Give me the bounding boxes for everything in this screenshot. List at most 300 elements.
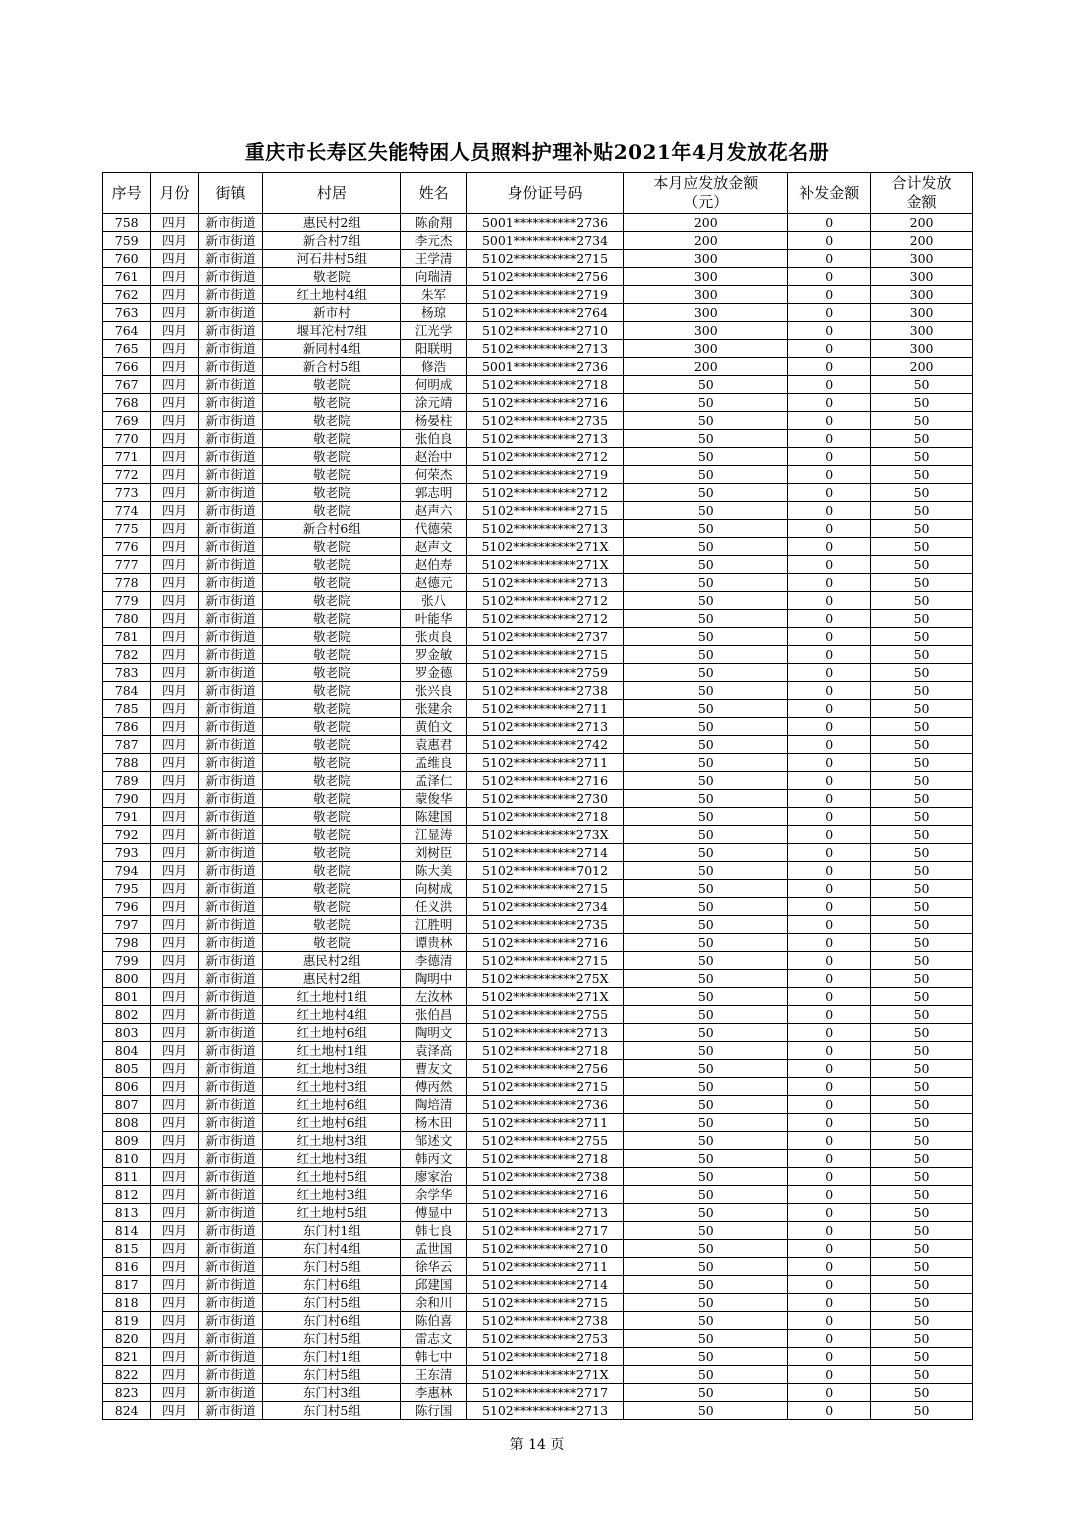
cell-name: 韩丙文 [401,1150,467,1168]
cell-village: 红土地村3组 [263,1150,401,1168]
cell-name: 修浩 [401,358,467,376]
cell-month: 四月 [151,358,198,376]
cell-id-number: 5102**********2719 [466,466,623,484]
cell-id-number: 5102**********2738 [466,682,623,700]
cell-seq: 810 [103,1150,151,1168]
cell-month: 四月 [151,1168,198,1186]
cell-village: 红土地村5组 [263,1204,401,1222]
cell-seq: 772 [103,466,151,484]
cell-id-number: 5102**********2712 [466,592,623,610]
cell-reissue-amount: 0 [788,1240,871,1258]
cell-reissue-amount: 0 [788,682,871,700]
table-row [103,358,973,376]
cell-street: 新市街道 [198,574,263,592]
cell-total-amount: 200 [871,232,973,250]
cell-amount-due: 200 [624,232,788,250]
table-row [103,970,973,988]
cell-total-amount: 50 [871,1222,973,1240]
cell-id-number: 5102**********2710 [466,1240,623,1258]
cell-street: 新市街道 [198,286,263,304]
cell-total-amount: 50 [871,592,973,610]
cell-amount-due: 300 [624,268,788,286]
cell-amount-due: 50 [624,1258,788,1276]
table-row [103,1366,973,1384]
cell-reissue-amount: 0 [788,1042,871,1060]
cell-village: 敬老院 [263,682,401,700]
cell-id-number: 5102**********2718 [466,1150,623,1168]
cell-seq: 783 [103,664,151,682]
cell-month: 四月 [151,412,198,430]
cell-street: 新市街道 [198,1114,263,1132]
cell-reissue-amount: 0 [788,430,871,448]
cell-street: 新市街道 [198,1006,263,1024]
cell-reissue-amount: 0 [788,1186,871,1204]
cell-name: 邱建国 [401,1276,467,1294]
cell-name: 张建余 [401,700,467,718]
cell-total-amount: 300 [871,304,973,322]
cell-name: 赵声文 [401,538,467,556]
cell-village: 敬老院 [263,430,401,448]
cell-name: 傅显中 [401,1204,467,1222]
cell-reissue-amount: 0 [788,448,871,466]
cell-amount-due: 50 [624,916,788,934]
table-row [103,844,973,862]
cell-id-number: 5102**********2735 [466,412,623,430]
table-row [103,790,973,808]
cell-id-number: 5102**********2716 [466,934,623,952]
cell-amount-due: 50 [624,682,788,700]
table-row [103,934,973,952]
cell-street: 新市街道 [198,484,263,502]
cell-id-number: 5102**********2734 [466,898,623,916]
cell-street: 新市街道 [198,880,263,898]
cell-total-amount: 50 [871,1096,973,1114]
cell-total-amount: 50 [871,376,973,394]
cell-total-amount: 50 [871,1114,973,1132]
cell-id-number: 5102**********2714 [466,844,623,862]
table-row [103,808,973,826]
table-row [103,286,973,304]
cell-seq: 790 [103,790,151,808]
cell-amount-due: 50 [624,1294,788,1312]
table-row [103,1006,973,1024]
cell-seq: 798 [103,934,151,952]
cell-id-number: 5102**********2713 [466,1204,623,1222]
cell-street: 新市街道 [198,466,263,484]
cell-name: 陈俞翔 [401,214,467,232]
cell-seq: 799 [103,952,151,970]
cell-seq: 823 [103,1384,151,1402]
cell-amount-due: 50 [624,1384,788,1402]
cell-month: 四月 [151,232,198,250]
cell-reissue-amount: 0 [788,718,871,736]
cell-village: 敬老院 [263,898,401,916]
cell-seq: 813 [103,1204,151,1222]
cell-village: 堰耳沱村7组 [263,322,401,340]
cell-reissue-amount: 0 [788,250,871,268]
col-header-amount-due: 本月应发放金额 （元） [624,173,788,214]
cell-village: 东门村1组 [263,1222,401,1240]
cell-id-number: 5102**********2711 [466,754,623,772]
cell-month: 四月 [151,880,198,898]
table-row [103,880,973,898]
cell-month: 四月 [151,520,198,538]
cell-id-number: 5102**********2713 [466,1402,623,1420]
cell-total-amount: 300 [871,340,973,358]
table-row [103,610,973,628]
cell-amount-due: 50 [624,610,788,628]
cell-amount-due: 200 [624,358,788,376]
cell-village: 敬老院 [263,538,401,556]
cell-village: 敬老院 [263,646,401,664]
cell-reissue-amount: 0 [788,1294,871,1312]
cell-name: 赵德元 [401,574,467,592]
table-row [103,1168,973,1186]
cell-reissue-amount: 0 [788,628,871,646]
cell-seq: 788 [103,754,151,772]
cell-name: 蒙俊华 [401,790,467,808]
cell-total-amount: 50 [871,790,973,808]
cell-name: 江光学 [401,322,467,340]
cell-total-amount: 50 [871,988,973,1006]
cell-name: 谭贵林 [401,934,467,952]
cell-total-amount: 300 [871,250,973,268]
cell-id-number: 5102**********2710 [466,322,623,340]
cell-reissue-amount: 0 [788,556,871,574]
cell-id-number: 5001**********2736 [466,214,623,232]
cell-amount-due: 300 [624,304,788,322]
cell-street: 新市街道 [198,1366,263,1384]
table-row [103,1150,973,1168]
table-row [103,772,973,790]
cell-month: 四月 [151,1114,198,1132]
cell-reissue-amount: 0 [788,826,871,844]
cell-id-number: 5102**********2713 [466,1024,623,1042]
cell-total-amount: 50 [871,1042,973,1060]
cell-seq: 766 [103,358,151,376]
cell-name: 杨晏柱 [401,412,467,430]
cell-name: 杨木田 [401,1114,467,1132]
cell-total-amount: 50 [871,610,973,628]
cell-reissue-amount: 0 [788,664,871,682]
cell-village: 红土地村1组 [263,988,401,1006]
cell-street: 新市街道 [198,718,263,736]
cell-id-number: 5102**********2715 [466,502,623,520]
cell-village: 敬老院 [263,700,401,718]
cell-street: 新市街道 [198,1330,263,1348]
cell-reissue-amount: 0 [788,268,871,286]
cell-name: 袁惠君 [401,736,467,754]
cell-id-number: 5102**********271X [466,556,623,574]
cell-id-number: 5102**********2713 [466,430,623,448]
cell-name: 罗金敏 [401,646,467,664]
table-row [103,754,973,772]
cell-month: 四月 [151,1366,198,1384]
cell-street: 新市街道 [198,1240,263,1258]
cell-village: 红土地村4组 [263,1006,401,1024]
cell-amount-due: 50 [624,1042,788,1060]
cell-amount-due: 50 [624,808,788,826]
cell-name: 王东清 [401,1366,467,1384]
roster-table [102,172,973,1420]
cell-village: 新合村5组 [263,358,401,376]
cell-reissue-amount: 0 [788,1006,871,1024]
cell-village: 敬老院 [263,718,401,736]
cell-reissue-amount: 0 [788,1330,871,1348]
cell-total-amount: 50 [871,898,973,916]
cell-reissue-amount: 0 [788,952,871,970]
cell-reissue-amount: 0 [788,394,871,412]
cell-total-amount: 50 [871,1132,973,1150]
cell-seq: 795 [103,880,151,898]
cell-month: 四月 [151,214,198,232]
cell-amount-due: 50 [624,1222,788,1240]
cell-id-number: 5102**********2716 [466,394,623,412]
cell-village: 敬老院 [263,754,401,772]
cell-reissue-amount: 0 [788,1204,871,1222]
cell-name: 涂元靖 [401,394,467,412]
page-number: 第 14 页 [509,1437,565,1453]
cell-amount-due: 50 [624,1168,788,1186]
cell-month: 四月 [151,952,198,970]
cell-reissue-amount: 0 [788,1258,871,1276]
cell-village: 红土地村6组 [263,1096,401,1114]
cell-name: 阳联明 [401,340,467,358]
cell-street: 新市街道 [198,970,263,988]
cell-month: 四月 [151,1096,198,1114]
cell-village: 红土地村6组 [263,1114,401,1132]
cell-reissue-amount: 0 [788,1114,871,1132]
cell-seq: 769 [103,412,151,430]
cell-name: 李惠林 [401,1384,467,1402]
cell-name: 余学华 [401,1186,467,1204]
cell-street: 新市街道 [198,1132,263,1150]
cell-amount-due: 50 [624,556,788,574]
cell-month: 四月 [151,754,198,772]
cell-village: 敬老院 [263,610,401,628]
cell-total-amount: 50 [871,808,973,826]
cell-street: 新市街道 [198,250,263,268]
cell-total-amount: 50 [871,646,973,664]
cell-id-number: 5102**********2711 [466,1258,623,1276]
cell-seq: 822 [103,1366,151,1384]
cell-reissue-amount: 0 [788,988,871,1006]
cell-street: 新市街道 [198,502,263,520]
cell-amount-due: 200 [624,214,788,232]
cell-id-number: 5102**********2717 [466,1222,623,1240]
cell-amount-due: 50 [624,1060,788,1078]
cell-village: 惠民村2组 [263,214,401,232]
cell-month: 四月 [151,628,198,646]
cell-seq: 759 [103,232,151,250]
cell-name: 赵声六 [401,502,467,520]
cell-month: 四月 [151,466,198,484]
cell-id-number: 5102**********2715 [466,1078,623,1096]
table-row [103,430,973,448]
cell-street: 新市街道 [198,1096,263,1114]
cell-total-amount: 50 [871,1204,973,1222]
cell-total-amount: 50 [871,880,973,898]
cell-street: 新市街道 [198,772,263,790]
cell-street: 新市街道 [198,844,263,862]
cell-street: 新市街道 [198,1024,263,1042]
table-row [103,1042,973,1060]
col-header-month: 月份 [151,173,198,214]
cell-reissue-amount: 0 [788,934,871,952]
cell-village: 敬老院 [263,394,401,412]
cell-seq: 804 [103,1042,151,1060]
table-row [103,466,973,484]
cell-id-number: 5102**********2756 [466,268,623,286]
page-title: 重庆市长寿区失能特困人员照料护理补贴2021年4月发放花名册 [244,140,830,164]
cell-month: 四月 [151,1042,198,1060]
cell-street: 新市街道 [198,304,263,322]
cell-reissue-amount: 0 [788,340,871,358]
cell-seq: 821 [103,1348,151,1366]
cell-total-amount: 50 [871,916,973,934]
cell-amount-due: 50 [624,1006,788,1024]
cell-seq: 803 [103,1024,151,1042]
cell-seq: 762 [103,286,151,304]
cell-reissue-amount: 0 [788,736,871,754]
cell-month: 四月 [151,268,198,286]
cell-village: 河石井村5组 [263,250,401,268]
cell-seq: 806 [103,1078,151,1096]
table-row [103,322,973,340]
table-row [103,520,973,538]
cell-reissue-amount: 0 [788,898,871,916]
cell-name: 江胜明 [401,916,467,934]
cell-name: 邹述文 [401,1132,467,1150]
cell-total-amount: 300 [871,286,973,304]
cell-street: 新市街道 [198,664,263,682]
cell-amount-due: 50 [624,646,788,664]
cell-month: 四月 [151,1240,198,1258]
cell-amount-due: 50 [624,1348,788,1366]
cell-amount-due: 50 [624,1366,788,1384]
cell-seq: 761 [103,268,151,286]
table-row [103,556,973,574]
cell-reissue-amount: 0 [788,214,871,232]
cell-total-amount: 50 [871,862,973,880]
cell-street: 新市街道 [198,682,263,700]
cell-village: 敬老院 [263,448,401,466]
cell-amount-due: 50 [624,790,788,808]
table-row [103,538,973,556]
table-row [103,1294,973,1312]
cell-month: 四月 [151,1330,198,1348]
cell-month: 四月 [151,304,198,322]
cell-name: 陈行国 [401,1402,467,1420]
cell-id-number: 5102**********2735 [466,916,623,934]
cell-id-number: 5102**********2712 [466,610,623,628]
cell-month: 四月 [151,1204,198,1222]
cell-amount-due: 50 [624,1204,788,1222]
table-row [103,214,973,232]
cell-seq: 816 [103,1258,151,1276]
cell-month: 四月 [151,808,198,826]
cell-reissue-amount: 0 [788,574,871,592]
cell-street: 新市街道 [198,790,263,808]
table-row [103,898,973,916]
cell-street: 新市街道 [198,610,263,628]
cell-seq: 770 [103,430,151,448]
cell-name: 杨琼 [401,304,467,322]
cell-id-number: 5102**********2715 [466,880,623,898]
cell-id-number: 5102**********2718 [466,376,623,394]
cell-name: 刘树臣 [401,844,467,862]
cell-month: 四月 [151,898,198,916]
table-row [103,1096,973,1114]
cell-id-number: 5102**********2759 [466,664,623,682]
cell-total-amount: 50 [871,628,973,646]
cell-month: 四月 [151,1132,198,1150]
cell-street: 新市街道 [198,1258,263,1276]
cell-name: 曹友文 [401,1060,467,1078]
cell-seq: 775 [103,520,151,538]
cell-total-amount: 50 [871,1078,973,1096]
cell-seq: 818 [103,1294,151,1312]
cell-name: 孟泽仁 [401,772,467,790]
cell-month: 四月 [151,916,198,934]
table-row [103,1078,973,1096]
cell-street: 新市街道 [198,808,263,826]
cell-total-amount: 50 [871,736,973,754]
cell-amount-due: 50 [624,952,788,970]
cell-id-number: 5102**********271X [466,988,623,1006]
table-row [103,1222,973,1240]
cell-month: 四月 [151,610,198,628]
cell-amount-due: 50 [624,448,788,466]
cell-id-number: 5102**********2711 [466,700,623,718]
cell-village: 东门村5组 [263,1294,401,1312]
cell-street: 新市街道 [198,628,263,646]
cell-reissue-amount: 0 [788,358,871,376]
cell-street: 新市街道 [198,268,263,286]
cell-month: 四月 [151,430,198,448]
cell-total-amount: 50 [871,1384,973,1402]
cell-reissue-amount: 0 [788,1384,871,1402]
cell-id-number: 5102**********273X [466,826,623,844]
cell-name: 陶明文 [401,1024,467,1042]
cell-street: 新市街道 [198,646,263,664]
cell-village: 东门村5组 [263,1366,401,1384]
cell-month: 四月 [151,1222,198,1240]
cell-id-number: 5102**********2736 [466,1096,623,1114]
cell-id-number: 5102**********2755 [466,1006,623,1024]
cell-street: 新市街道 [198,898,263,916]
cell-seq: 789 [103,772,151,790]
cell-total-amount: 50 [871,1006,973,1024]
cell-name: 张贞良 [401,628,467,646]
cell-id-number: 5102**********2738 [466,1312,623,1330]
cell-total-amount: 50 [871,1276,973,1294]
cell-name: 张伯良 [401,430,467,448]
cell-seq: 760 [103,250,151,268]
cell-village: 红土地村4组 [263,286,401,304]
cell-reissue-amount: 0 [788,502,871,520]
cell-street: 新市街道 [198,412,263,430]
cell-village: 敬老院 [263,466,401,484]
cell-amount-due: 50 [624,718,788,736]
col-header-total-amount: 合计发放 金额 [871,173,973,214]
cell-id-number: 5102**********2737 [466,628,623,646]
cell-amount-due: 300 [624,286,788,304]
cell-street: 新市街道 [198,1312,263,1330]
cell-total-amount: 50 [871,682,973,700]
cell-id-number: 5102**********2715 [466,646,623,664]
cell-total-amount: 50 [871,394,973,412]
